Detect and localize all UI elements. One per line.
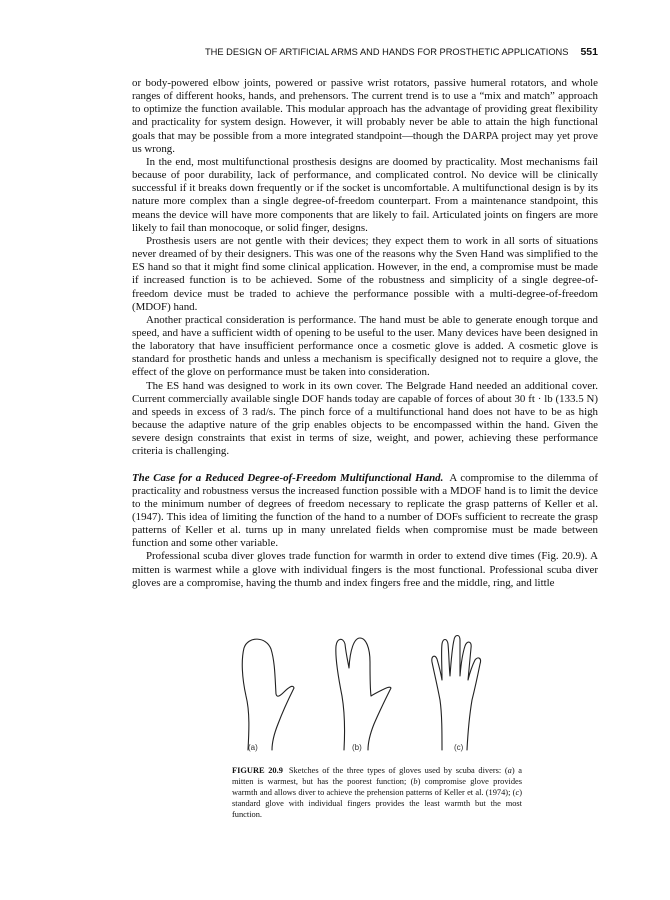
running-header — [132, 46, 598, 58]
paragraph-1: or body-powered elbow joints, powered or passive wrist rotators, passive humeral rotators, and whole ranges of different hooks, hands, and prehensors. The current trend is to use a “mix and match” approach to optimize the function available. This modular approach has the advantage of providing great flexibility and practicality for system design. However, it will probably never be able to attain the high functional goals that may be possible from a more integrated standpoint—though the DARPA project may yet prove us wrong. — [132, 77, 598, 155]
standard-glove-sketch — [432, 636, 481, 751]
paragraph-5: The ES hand was designed to work in its own cover. The Belgrade Hand needed an additional cover. Current commercially available single DOF hands today are capable of forces of about 30 ft · lb (133.5 N) and speeds in excess of 3 rad/s. The pinch force of a multifunctional hand does not have to be as high because the adaptive nature of the grip enables objects to be encompassed within the hand. Given the severe design constraints that exist in terms of size, weight, and power, achieving these performance criteria is challenging. — [132, 379, 598, 458]
section-heading: The Case for a Reduced Degree-of-Freedom Multifunctional Hand. — [132, 471, 444, 484]
body-text — [132, 77, 598, 590]
caption-part-3: ) compromise glove provides warmth and allows diver to achieve the prehension patterns of Keller et al. (1974); ( — [232, 777, 523, 797]
glove-sketches-svg — [232, 632, 522, 754]
page-number: 551 — [580, 46, 598, 58]
paragraph-7: Professional scuba diver gloves trade function for warmth in order to extend dive times (Fig. 20.9). A mitten is warmest while a glove with individual fingers is the most functional. Professional scuba diver gloves are a compromise, having the thumb and index fingers free and the middle, ring, and little — [132, 550, 598, 589]
paragraph-2: In the end, most multifunctional prosthesis designs are doomed by practicality. Most mechanisms fail because of poor durability, lack of performance, and complicated control. No device will be clinically successful if it breaks down frequently or if the socket is uncomfortable. A multifunctional design is by its nature more complex than a single degree-of-freedom counterpart. From a maintenance standpoint, this means the device will have more components that are likely to fail. Articulated joints on fingers are more likely to fail than monocoque, or solid finger, designs. — [132, 155, 598, 234]
compromise-glove-sketch — [336, 638, 391, 750]
figure-panel-labels — [232, 743, 522, 757]
section-text: A compromise to the dilemma of practicality and robustness versus the increased function possible with a MDOF hand is to limit the device to the minimum number of degrees of freedom necessary to replicate the grasp patterns of Keller et al. (1947). This idea of limiting the function of the hand to a number of DOFs sufficient to recreate the grasp patterns of Keller et al. turns up in many unrelated fields when compromise must be made between function and some other variable. — [132, 471, 598, 550]
caption-part-4: ) standard glove with individual fingers provides the least warmth but the most function. — [232, 788, 522, 819]
label-b: (b) — [352, 743, 362, 752]
label-c: (c) — [454, 743, 464, 752]
caption-part-1: Sketches of the three types of gloves used by scuba divers: ( — [288, 766, 508, 775]
section-paragraph — [132, 472, 598, 551]
figure-caption — [232, 765, 522, 820]
caption-c-marker: c — [515, 788, 520, 797]
glove-sketches-figure — [232, 632, 522, 754]
caption-b-marker: b — [413, 777, 418, 786]
label-a: (a) — [248, 743, 258, 752]
paragraph-3: Prosthesis users are not gentle with their devices; they expect them to work in all sorts of situations never dreamed of by their designers. This was one of the reasons why the Sven Hand was simplified to the ES hand so that it might find some clinical application. However, in the end, a compromise must be made if increased function is to be achieved. Some of the robustness and simplicity of a single degree-of-freedom device must be traded to achieve the performance possible with a multi-degree-of-freedom (MDOF) hand. — [132, 234, 598, 313]
mitten-sketch — [242, 639, 294, 750]
caption-label: FIGURE 20.9 — [232, 766, 283, 775]
caption-a-marker: a — [507, 766, 512, 775]
caption-part-2: ) a mitten is warmest, but has the poorest function; ( — [232, 766, 522, 786]
paragraph-4: Another practical consideration is performance. The hand must be able to generate enough torque and speed, and have a sufficient width of opening to be useful to the user. Many devices have been designed in the laboratory that have insufficient performance once a cosmetic glove is added. A cosmetic glove is standard for prosthetic hands and unless a mechanism is specifically designed not to require a glove, the effect of the glove on performance must be taken into consideration. — [132, 313, 598, 379]
running-title: THE DESIGN OF ARTIFICIAL ARMS AND HANDS FOR PROSTHETIC APPLICATIONS — [204, 47, 569, 57]
